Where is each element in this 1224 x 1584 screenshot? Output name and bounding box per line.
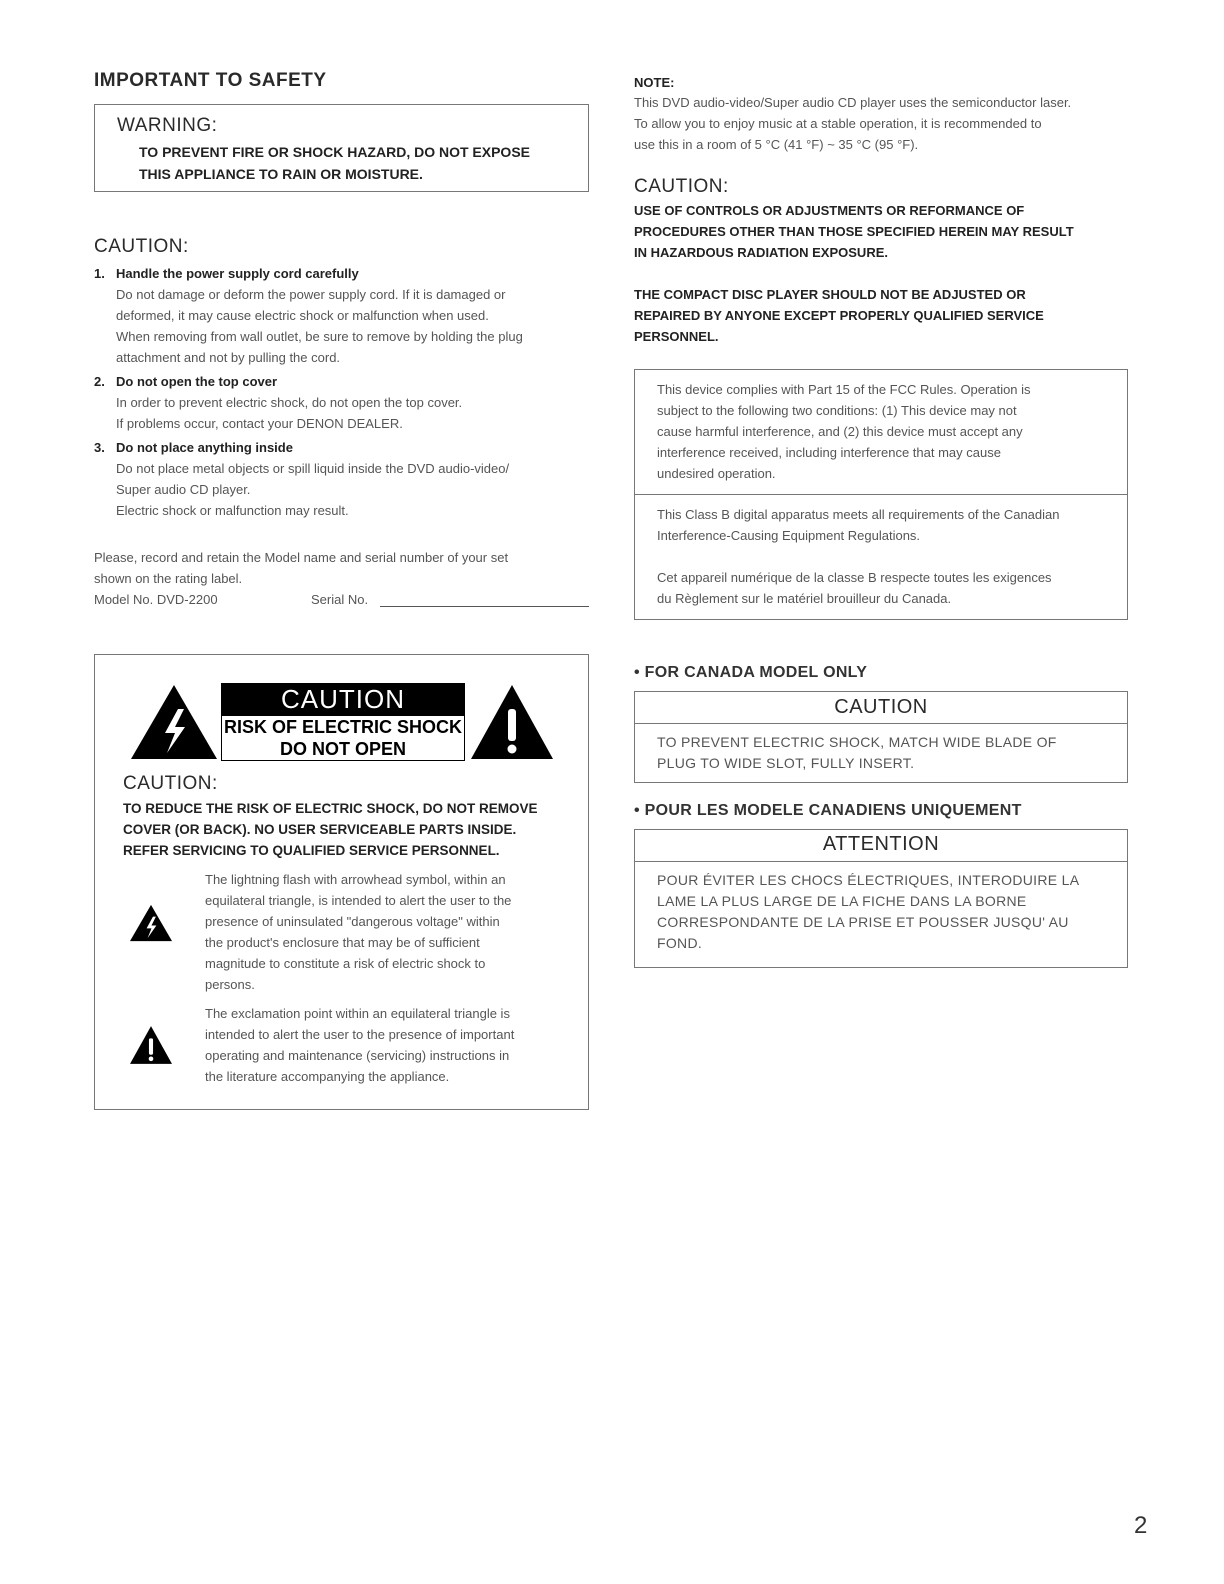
exclamation-warning-icon [469, 683, 555, 761]
list-item-text: Do not damage or deform the power supply cord. If it is damaged or [116, 287, 506, 302]
text-line: CORRESPONDANTE DE LA PRISE ET POUSSER JUSQU' AU [657, 914, 1069, 930]
text-line: REFER SERVICING TO QUALIFIED SERVICE PERSONNEL. [123, 843, 500, 858]
warning-box [94, 104, 589, 192]
bullet: • [634, 664, 645, 681]
laser-caution-title: CAUTION: [634, 176, 729, 197]
text-line: TO REDUCE THE RISK OF ELECTRIC SHOCK, DO NOT REMOVE [123, 801, 538, 816]
lightning-small-icon [129, 903, 173, 943]
canada-box-text [657, 732, 1106, 774]
record-line: shown on the rating label. [94, 571, 243, 586]
shock-caution-text [123, 798, 568, 861]
text-line: This DVD audio-video/Super audio CD player uses the semiconductor laser. [634, 95, 1072, 110]
text-line: PROCEDURES OTHER THAN THOSE SPECIFIED HEREIN MAY RESULT [634, 224, 1074, 239]
fcc-statement [657, 379, 1106, 484]
list-item [94, 437, 589, 521]
shock-caution-title: CAUTION: [123, 773, 218, 794]
canada-heading-text: FOR CANADA MODEL ONLY [644, 664, 868, 681]
canada-box-title: CAUTION [834, 696, 928, 718]
note-title: NOTE: [634, 75, 675, 90]
warning-text [139, 141, 530, 185]
text-line: This Class B digital apparatus meets all requirements of the Canadian [657, 507, 1060, 522]
text-line: PERSONNEL. [634, 329, 719, 344]
risk-line: DO NOT OPEN [279, 739, 406, 759]
canada-heading [634, 664, 867, 682]
text-line: cause harmful interference, and (2) this device must accept any [657, 424, 1023, 439]
service-caution-text [634, 284, 1128, 347]
list-item [94, 371, 589, 434]
text-line: The lightning flash with arrowhead symbol, within an [205, 872, 506, 887]
exclamation-explanation [205, 1003, 560, 1087]
list-item-number: 2. [94, 374, 105, 389]
text-line: magnitude to constitute a risk of electric shock to [205, 956, 486, 971]
text-line: Cet appareil numérique de la classe B respecte toutes les exigences [657, 570, 1052, 585]
list-item-heading: Do not place anything inside [116, 440, 293, 455]
exclamation-small-icon [129, 1025, 173, 1065]
text-line: interference received, including interference that may cause [657, 445, 1001, 460]
text-line: use this in a room of 5 °C (41 °F) ~ 35 °C (95 °F). [634, 137, 919, 152]
text-line: equilateral triangle, is intended to alert the user to the [205, 893, 512, 908]
text-line: TO PREVENT ELECTRIC SHOCK, MATCH WIDE BLADE OF [657, 734, 1057, 750]
canada-caution-box [634, 691, 1128, 783]
french-box-text [657, 870, 1106, 954]
list-item-title [94, 437, 589, 458]
text-line: presence of uninsulated "dangerous voltage" within [205, 914, 500, 929]
caution-list [94, 263, 589, 524]
risk-label [221, 715, 465, 761]
text-line: The exclamation point within an equilateral triangle is [205, 1006, 510, 1021]
text-line: PLUG TO WIDE SLOT, FULLY INSERT. [657, 755, 915, 771]
text-line: COVER (OR BACK). NO USER SERVICEABLE PARTS INSIDE. [123, 822, 517, 837]
french-caution-box [634, 829, 1128, 968]
list-item-title [94, 263, 589, 284]
caution-heading: CAUTION: [94, 236, 189, 257]
list-item-title [94, 371, 589, 392]
canada-statement-fr [657, 567, 1106, 609]
list-item-text: Electric shock or malfunction may result. [116, 503, 349, 518]
risk-line: RISK OF ELECTRIC SHOCK [223, 717, 462, 737]
record-note [94, 547, 589, 610]
serial-label: Serial No. [311, 592, 369, 607]
model-number: Model No. DVD-2200 [94, 592, 218, 607]
laser-caution-text [634, 200, 1128, 263]
serial-blank-line [380, 606, 589, 607]
list-item-heading: Do not open the top cover [116, 374, 278, 389]
list-item-text: When removing from wall outlet, be sure to remove by holding the plug [116, 329, 523, 344]
french-heading-text: POUR LES MODELE CANADIENS UNIQUEMENT [644, 802, 1022, 819]
text-line: the literature accompanying the appliance. [205, 1069, 450, 1084]
text-line: subject to the following two conditions: (1) This device may not [657, 403, 1017, 418]
text-line: THE COMPACT DISC PLAYER SHOULD NOT BE ADJUSTED OR [634, 287, 1026, 302]
text-line: persons. [205, 977, 255, 992]
list-item-text: Super audio CD player. [116, 482, 251, 497]
warning-line: TO PREVENT FIRE OR SHOCK HAZARD, DO NOT EXPOSE [139, 144, 531, 160]
canada-statement-en [657, 504, 1106, 546]
list-item-text: In order to prevent electric shock, do not open the top cover. [116, 395, 463, 410]
text-line: operating and maintenance (servicing) instructions in [205, 1048, 510, 1063]
text-line: du Règlement sur le matériel brouilleur du Canada. [657, 591, 952, 606]
warning-title: WARNING: [117, 115, 218, 136]
lightning-warning-icon [129, 683, 219, 761]
list-item-text: deformed, it may cause electric shock or malfunction when used. [116, 308, 489, 323]
text-line: IN HAZARDOUS RADIATION EXPOSURE. [634, 245, 888, 260]
divider [635, 861, 1127, 862]
caution-banner: CAUTION [221, 683, 465, 715]
page-number: 2 [1134, 1512, 1148, 1539]
text-line: USE OF CONTROLS OR ADJUSTMENTS OR REFORMANCE OF [634, 203, 1025, 218]
text-line: FOND. [657, 935, 703, 951]
lightning-explanation [205, 869, 560, 995]
divider [635, 494, 1127, 495]
list-item-heading: Handle the power supply cord carefully [116, 266, 359, 281]
list-item-number: 1. [94, 266, 105, 281]
list-item-number: 3. [94, 440, 105, 455]
numbered-list [94, 263, 589, 521]
text-line: REPAIRED BY ANYONE EXCEPT PROPERLY QUALIFIED SERVICE [634, 308, 1044, 323]
list-item [94, 263, 589, 368]
text-line: undesired operation. [657, 466, 776, 481]
text-line: To allow you to enjoy music at a stable operation, it is recommended to [634, 116, 1042, 131]
text-line: This device complies with Part 15 of the FCC Rules. Operation is [657, 382, 1031, 397]
text-line: POUR ÉVITER LES CHOCS ÉLECTRIQUES, INTERODUIRE LA [657, 872, 1080, 888]
record-line: Please, record and retain the Model name and serial number of your set [94, 550, 509, 565]
text-line: the product's enclosure that may be of sufficient [205, 935, 480, 950]
warning-line: THIS APPLIANCE TO RAIN OR MOISTURE. [139, 166, 423, 182]
fcc-box [634, 369, 1128, 620]
bullet: • [634, 802, 645, 819]
french-box-title: ATTENTION [822, 833, 940, 855]
text-line: LAME LA PLUS LARGE DE LA FICHE DANS LA BORNE [657, 893, 1027, 909]
list-item-text: If problems occur, contact your DENON DEALER. [116, 416, 403, 431]
list-item-text: Do not place metal objects or spill liquid inside the DVD audio-video/ [116, 461, 510, 476]
french-heading [634, 802, 1022, 820]
divider [635, 723, 1127, 724]
page-title: IMPORTANT TO SAFETY [94, 70, 327, 91]
note-text [634, 92, 1128, 155]
text-line: Interference-Causing Equipment Regulations. [657, 528, 921, 543]
model-serial-row [94, 589, 589, 610]
shock-caution-box [94, 654, 589, 1110]
text-line: intended to alert the user to the presence of important [205, 1027, 515, 1042]
list-item-text: attachment and not by pulling the cord. [116, 350, 341, 365]
